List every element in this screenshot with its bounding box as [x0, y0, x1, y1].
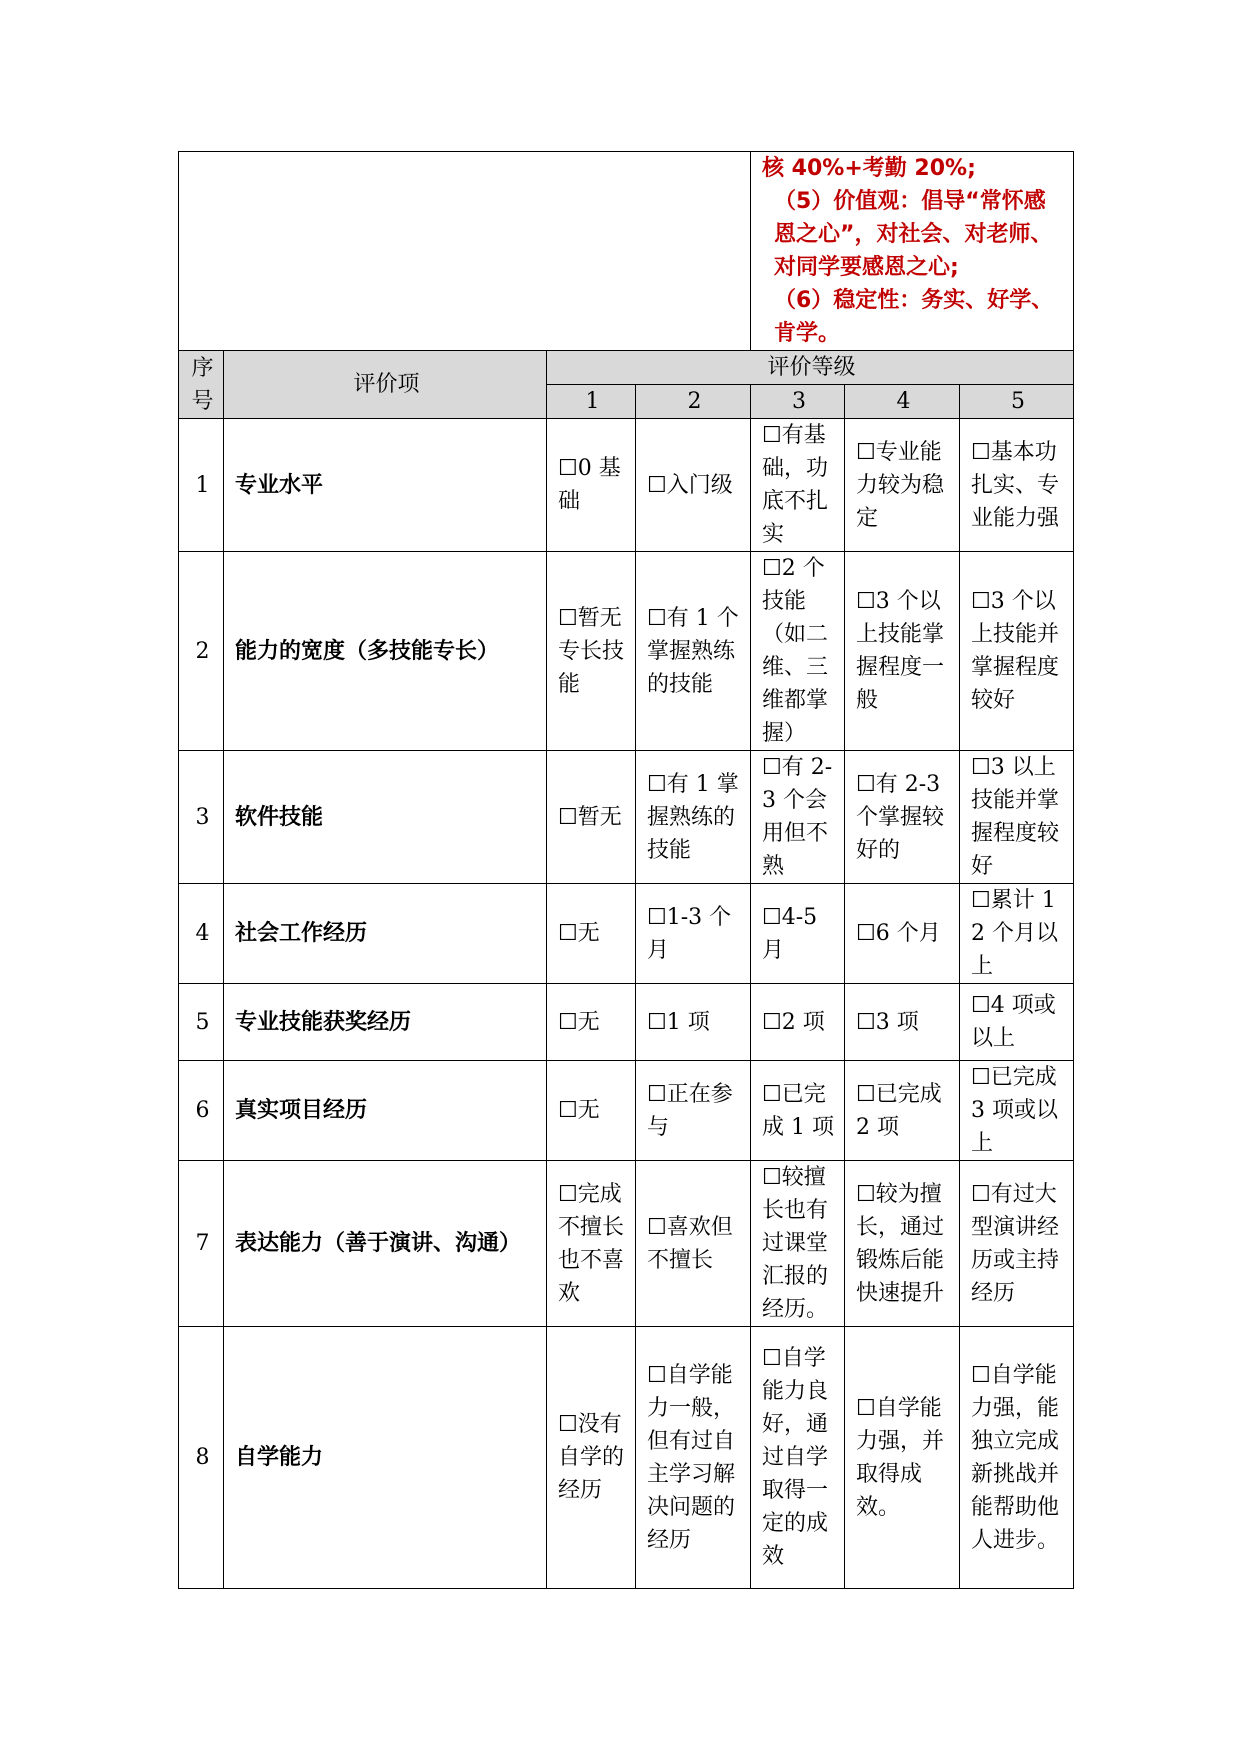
grade-option[interactable]: ☐没有自学的经历 — [547, 1327, 636, 1589]
row-number: 1 — [179, 419, 224, 552]
grade-option[interactable]: ☐2 项 — [751, 984, 845, 1061]
grade-option[interactable]: ☐有基础，功底不扎实 — [751, 419, 845, 552]
note-line: 核 40%+考勤 20%; — [762, 156, 976, 181]
grade-option[interactable]: ☐无 — [547, 984, 636, 1061]
header-row — [179, 351, 1074, 385]
eval-item: 专业技能获奖经历 — [224, 984, 547, 1061]
row-number: 2 — [179, 552, 224, 751]
table-row — [179, 1061, 1074, 1161]
grade-option[interactable]: ☐累计 12 个月以上 — [960, 884, 1074, 984]
row-number: 5 — [179, 984, 224, 1061]
grade-option[interactable]: ☐3 个以上技能掌握程度一般 — [845, 552, 960, 751]
grade-option[interactable]: ☐1-3 个月 — [636, 884, 751, 984]
grade-header: 评价等级 — [547, 351, 1074, 385]
grade-option[interactable]: ☐已完成 1 项 — [751, 1061, 845, 1161]
grade-option[interactable]: ☐3 个以上技能并掌握程度较好 — [960, 552, 1074, 751]
grade-option[interactable]: ☐基本功扎实、专业能力强 — [960, 419, 1074, 552]
grade-option[interactable]: ☐1 项 — [636, 984, 751, 1061]
table-row — [179, 1161, 1074, 1327]
level-header: 5 — [960, 385, 1074, 419]
grade-option[interactable]: ☐4-5 月 — [751, 884, 845, 984]
note-cell — [751, 152, 1074, 351]
seq-header: 序号 — [179, 351, 224, 419]
grade-option[interactable]: ☐暂无 — [547, 751, 636, 884]
note-line: （6）稳定性：务实、好学、肯学。 — [774, 288, 1054, 346]
table-row — [179, 884, 1074, 984]
row-number: 6 — [179, 1061, 224, 1161]
grade-option[interactable]: ☐暂无专长技能 — [547, 552, 636, 751]
grade-option[interactable]: ☐已完成 3 项或以上 — [960, 1061, 1074, 1161]
eval-item: 表达能力（善于演讲、沟通） — [224, 1161, 547, 1327]
grade-option[interactable]: ☐2 个技能（如二维、三维都掌握） — [751, 552, 845, 751]
table-row — [179, 751, 1074, 884]
note-empty-cell — [179, 152, 751, 351]
table-row — [179, 419, 1074, 552]
eval-item: 软件技能 — [224, 751, 547, 884]
eval-item: 自学能力 — [224, 1327, 547, 1589]
table-row — [179, 552, 1074, 751]
grade-option[interactable]: ☐正在参与 — [636, 1061, 751, 1161]
eval-item: 能力的宽度（多技能专长） — [224, 552, 547, 751]
eval-item: 真实项目经历 — [224, 1061, 547, 1161]
item-header: 评价项 — [224, 351, 547, 419]
note-line: （5）价值观：倡导“常怀感恩之心”，对社会、对老师、对同学要感恩之心; — [774, 189, 1053, 280]
grade-option[interactable]: ☐6 个月 — [845, 884, 960, 984]
grade-option[interactable]: ☐已完成 2 项 — [845, 1061, 960, 1161]
level-header: 2 — [636, 385, 751, 419]
grade-option[interactable]: ☐有 1 掌握熟练的技能 — [636, 751, 751, 884]
note-row — [179, 152, 1074, 351]
grade-option[interactable]: ☐喜欢但不擅长 — [636, 1161, 751, 1327]
grade-option[interactable]: ☐无 — [547, 1061, 636, 1161]
grade-option[interactable]: ☐有过大型演讲经历或主持经历 — [960, 1161, 1074, 1327]
table-row — [179, 1327, 1074, 1589]
grade-option[interactable]: ☐有 2-3 个掌握较好的 — [845, 751, 960, 884]
grade-option[interactable]: ☐0 基础 — [547, 419, 636, 552]
row-number: 3 — [179, 751, 224, 884]
level-header: 4 — [845, 385, 960, 419]
eval-item: 专业水平 — [224, 419, 547, 552]
grade-option[interactable]: ☐3 项 — [845, 984, 960, 1061]
table-row — [179, 984, 1074, 1061]
row-number: 4 — [179, 884, 224, 984]
grade-option[interactable]: ☐无 — [547, 884, 636, 984]
grade-option[interactable]: ☐自学能力良好，通过自学取得一定的成效 — [751, 1327, 845, 1589]
grade-option[interactable]: ☐较擅长也有过课堂汇报的经历。 — [751, 1161, 845, 1327]
grade-option[interactable]: ☐有 2-3 个会用但不熟 — [751, 751, 845, 884]
level-header: 3 — [751, 385, 845, 419]
grade-option[interactable]: ☐完成不擅长也不喜欢 — [547, 1161, 636, 1327]
grade-option[interactable]: ☐3 以上技能并掌握程度较好 — [960, 751, 1074, 884]
row-number: 8 — [179, 1327, 224, 1589]
grade-option[interactable]: ☐自学能力强，并取得成效。 — [845, 1327, 960, 1589]
grade-option[interactable]: ☐自学能力强，能独立完成新挑战并能帮助他人进步。 — [960, 1327, 1074, 1589]
level-header: 1 — [547, 385, 636, 419]
grade-option[interactable]: ☐较为擅长，通过锻炼后能快速提升 — [845, 1161, 960, 1327]
grade-option[interactable]: ☐专业能力较为稳定 — [845, 419, 960, 552]
grade-option[interactable]: ☐4 项或以上 — [960, 984, 1074, 1061]
evaluation-table — [178, 151, 1074, 1589]
grade-option[interactable]: ☐自学能力一般，但有过自主学习解决问题的经历 — [636, 1327, 751, 1589]
eval-item: 社会工作经历 — [224, 884, 547, 984]
grade-option[interactable]: ☐入门级 — [636, 419, 751, 552]
grade-option[interactable]: ☐有 1 个掌握熟练的技能 — [636, 552, 751, 751]
row-number: 7 — [179, 1161, 224, 1327]
